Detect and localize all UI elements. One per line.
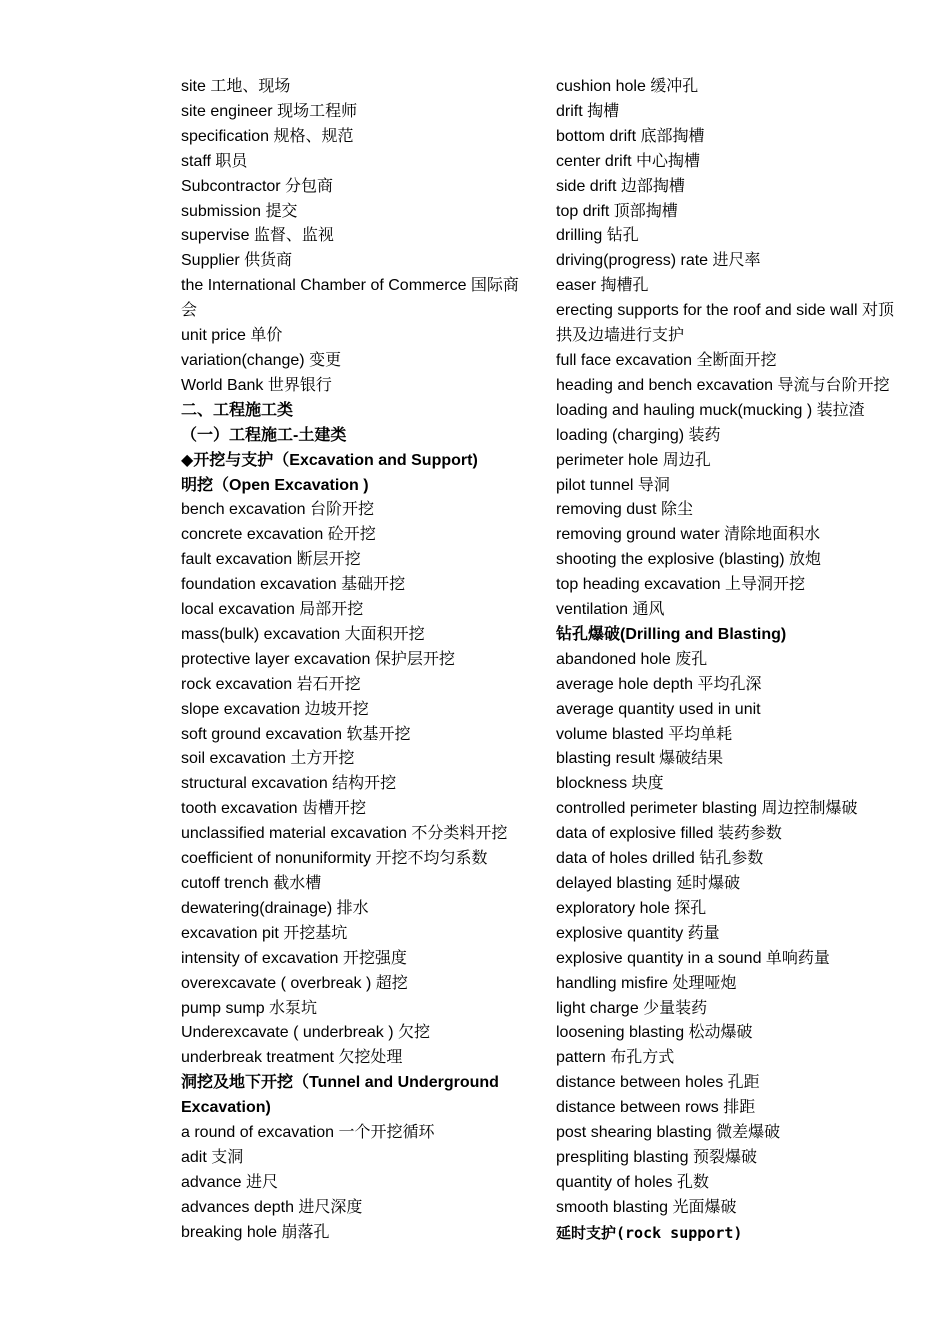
glossary-entry: advances depth 进尺深度 [181,1198,363,1216]
glossary-entry: bottom drift 底部掏槽 [556,127,705,145]
glossary-entry: center drift 中心掏槽 [556,152,701,170]
glossary-entry: easer 掏槽孔 [556,277,649,295]
section-heading: 钻孔爆破(Drilling and Blasting) [556,625,787,643]
glossary-entry: unit price 单价 [181,327,283,345]
glossary-entry: the International Chamber of Commerce 国际商会 [181,277,519,320]
glossary-entry: Supplier 供货商 [181,252,293,270]
glossary-entry: quantity of holes 孔数 [556,1173,709,1191]
glossary-entry: intensity of excavation 开挖强度 [181,949,407,967]
glossary-entry: volume blasted 平均单耗 [556,725,733,743]
glossary-entry: prespliting blasting 预裂爆破 [556,1148,757,1166]
glossary-entry: soft ground excavation 软基开挖 [181,725,411,743]
glossary-entry: structural excavation 结构开挖 [181,775,397,793]
glossary-entry: driving(progress) rate 进尺率 [556,252,761,270]
glossary-entry: erecting supports for the roof and side wall 对顶拱及边墙进行支护 [556,302,894,345]
glossary-entry: delayed blasting 延时爆破 [556,875,741,892]
glossary-entry: blockness 块度 [556,775,664,793]
glossary-entry: data of explosive filled 装药参数 [556,825,782,843]
glossary-entry: a round of excavation 一个开挖循环 [181,1124,435,1142]
glossary-entry: loosening blasting 松动爆破 [556,1024,753,1042]
glossary-entry: Subcontractor 分包商 [181,177,334,195]
glossary-entry: full face excavation 全断面开挖 [556,351,777,369]
glossary-entry: bench excavation 台阶开挖 [181,501,374,519]
glossary-entry: rock excavation 岩石开挖 [181,675,361,693]
glossary-entry: advance 进尺 [181,1173,278,1191]
glossary-entry: distance between rows 排距 [556,1099,756,1117]
glossary-entry: slope excavation 边坡开挖 [181,700,369,718]
glossary-entry: exploratory hole 探孔 [556,899,707,917]
glossary-entry: specification 规格、规范 [181,127,354,145]
glossary-entry: protective layer excavation 保护层开挖 [181,650,455,668]
glossary-entry: removing ground water 清除地面积水 [556,526,821,544]
glossary-entry: loading and hauling muck(mucking ) 装拉渣 [556,401,865,419]
glossary-entry: abandoned hole 废孔 [556,650,708,668]
glossary-entry: tooth excavation 齿槽开挖 [181,800,366,818]
glossary-entry: pattern 布孔方式 [556,1049,675,1067]
glossary-entry: dewatering(drainage) 排水 [181,899,369,917]
glossary-entry: drilling 钻孔 [556,227,639,245]
glossary-entry: explosive quantity in a sound 单响药量 [556,949,830,967]
glossary-entry: explosive quantity 药量 [556,924,720,942]
glossary-entry: staff 职员 [181,152,248,170]
glossary-entry: coefficient of nonuniformity 开挖不均匀系数 [181,850,488,868]
section-heading: 洞挖及地下开挖（Tunnel and Underground Excavation) [181,1074,499,1117]
glossary-entry: data of holes drilled 钻孔参数 [556,850,764,868]
glossary-entry: loading (charging) 装药 [556,426,721,444]
glossary-entry: ventilation 通风 [556,601,665,619]
glossary-entry: fault excavation 断层开挖 [181,551,361,569]
glossary-entry: heading and bench excavation 导流与台阶开挖 [556,376,890,394]
glossary-entry: local excavation 局部开挖 [181,601,364,619]
glossary-entry: foundation excavation 基础开挖 [181,576,406,594]
glossary-entry: distance between holes 孔距 [556,1074,760,1092]
glossary-entry: top drift 顶部掏槽 [556,202,678,220]
glossary-entry: pilot tunnel 导洞 [556,476,670,494]
glossary-entry: light charge 少量装药 [556,999,708,1017]
glossary-entry: side drift 边部掏槽 [556,177,685,195]
glossary-entry: overexcavate ( overbreak ) 超挖 [181,974,408,992]
glossary-entry: World Bank 世界银行 [181,376,332,394]
glossary-entry: adit 支洞 [181,1148,244,1166]
glossary-entry: cutoff trench 截水槽 [181,875,322,892]
glossary-entry: top heading excavation 上导洞开挖 [556,576,806,594]
glossary-entry: mass(bulk) excavation 大面积开挖 [181,625,425,643]
glossary-entry: soil excavation 土方开挖 [181,750,355,768]
glossary-entry: unclassified material excavation 不分类料开挖 [181,825,508,843]
glossary-entry: post shearing blasting 微差爆破 [556,1124,781,1142]
section-heading: 明挖（Open Excavation ) [181,476,369,494]
glossary-entry: Underexcavate ( underbreak ) 欠挖 [181,1024,431,1042]
glossary-entry: excavation pit 开挖基坑 [181,924,348,942]
glossary-entry: pump sump 水泵坑 [181,999,318,1017]
glossary-entry: handling misfire 处理哑炮 [556,974,737,992]
section-heading: 延时支护(rock support) [556,1223,743,1242]
glossary-entry: site engineer 现场工程师 [181,102,358,120]
glossary-entry: controlled perimeter blasting 周边控制爆破 [556,800,858,818]
glossary-entry: cushion hole 缓冲孔 [556,78,699,95]
right-column [556,75,901,1246]
glossary-entry: drift 掏槽 [556,102,620,120]
glossary-entry: average quantity used in unit [556,700,761,718]
glossary-entry: shooting the explosive (blasting) 放炮 [556,551,822,569]
glossary-entry: blasting result 爆破结果 [556,750,724,768]
section-heading: ◆开挖与支护（Excavation and Support) [181,451,478,469]
glossary-entry: removing dust 除尘 [556,501,693,519]
section-heading: 二、工程施工类 [181,401,294,419]
glossary-entry: smooth blasting 光面爆破 [556,1198,737,1216]
glossary-entry: average hole depth 平均孔深 [556,675,762,693]
glossary-entry: perimeter hole 周边孔 [556,451,711,469]
glossary-entry: concrete excavation 砼开挖 [181,526,376,544]
glossary-entry: breaking hole 崩落孔 [181,1223,330,1241]
left-column [181,75,526,1246]
section-heading: （一）工程施工-土建类 [181,426,347,444]
glossary-entry: supervise 监督、监视 [181,227,334,245]
glossary-entry: variation(change) 变更 [181,351,342,369]
glossary-entry: underbreak treatment 欠挖处理 [181,1049,403,1067]
glossary-entry: submission 提交 [181,202,298,220]
glossary-entry: site 工地、现场 [181,78,291,95]
